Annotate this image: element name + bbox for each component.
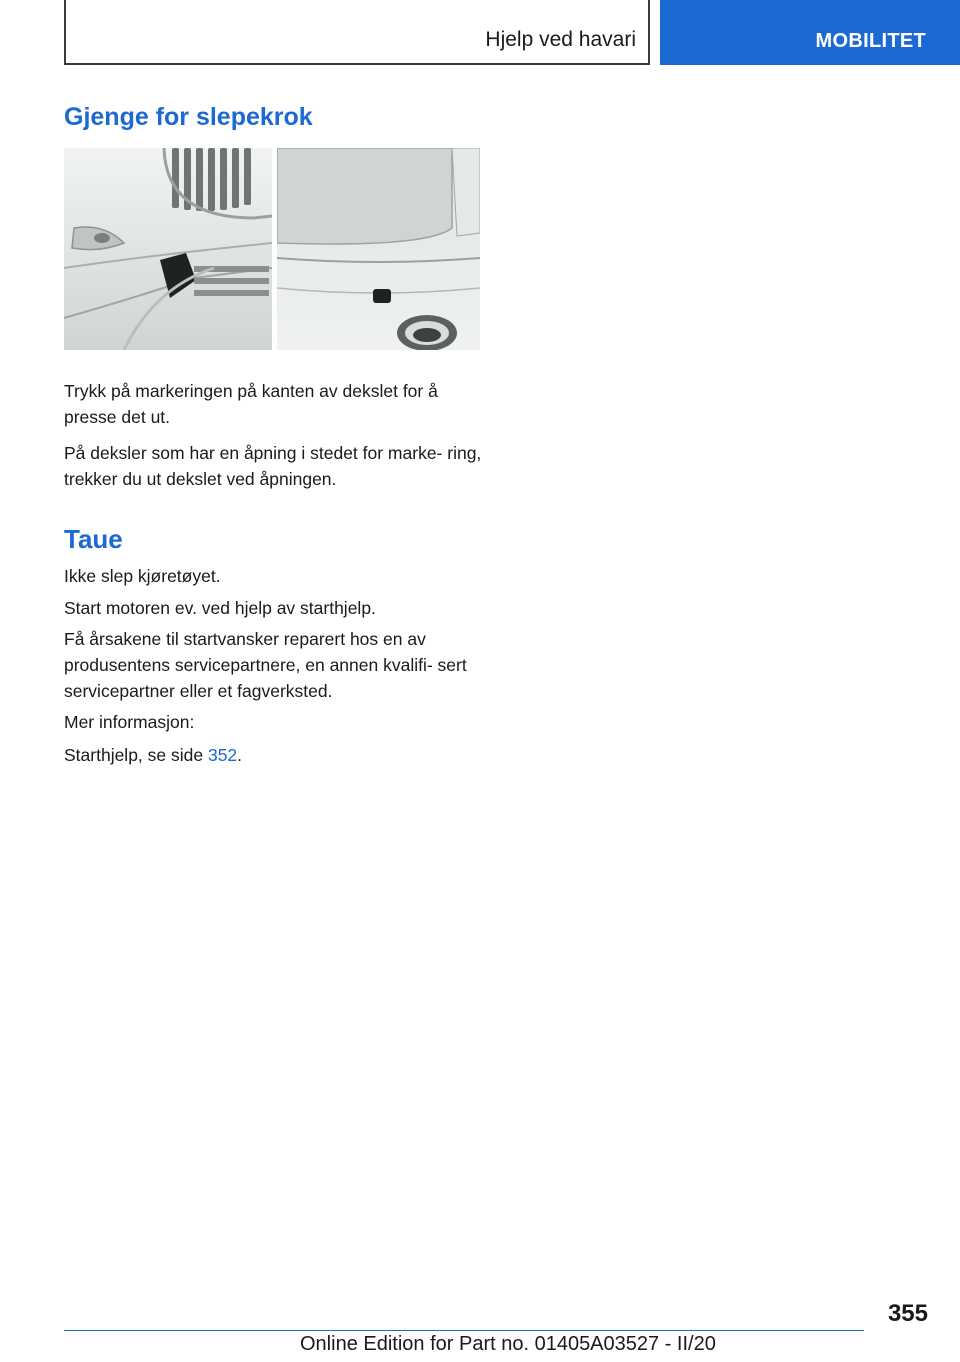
header-chapter-tab (660, 0, 960, 65)
reference-line (64, 742, 484, 768)
page-reference-link[interactable]: 352 (207, 745, 238, 765)
paragraph-more-info: Mer informasjon: (64, 712, 195, 732)
section-heading-towing: Taue (64, 524, 123, 554)
page-number: 355 (887, 1300, 928, 1327)
paragraph-opening-cover: På deksler som har en åpning i stedet for marke‐ ring, trekker du ut dekslet ved åpningen. (64, 443, 482, 489)
header-section-title: Hjelp ved havari (485, 28, 636, 51)
section-heading-towing-thread: Gjenge for slepekrok (64, 103, 313, 131)
reference-prefix: Starthjelp, se side (64, 745, 208, 765)
header-box (64, 0, 650, 65)
footer-edition-text: Online Edition for Part no. 01405A03527 - II/20 (300, 1333, 716, 1355)
footer-divider (64, 1330, 864, 1331)
front-bumper-illustration (64, 148, 272, 350)
paragraph-service: Få årsakene til startvansker reparert hos en av produsentens servicepartnere, en annen kvalifi‐ sert servicepartner eller et fagverksted. (64, 629, 467, 701)
paragraph-press-marking: Trykk på markeringen på kanten av dekslet for å presse det ut. (64, 381, 438, 427)
header-chapter-label: MOBILITET (815, 30, 926, 52)
reference-suffix: . (237, 745, 243, 765)
paragraph-no-tow: Ikke slep kjøretøyet. (64, 566, 221, 586)
paragraph-jump-start: Start motoren ev. ved hjelp av starthjelp. (64, 598, 376, 618)
rear-bumper-illustration (277, 148, 480, 350)
